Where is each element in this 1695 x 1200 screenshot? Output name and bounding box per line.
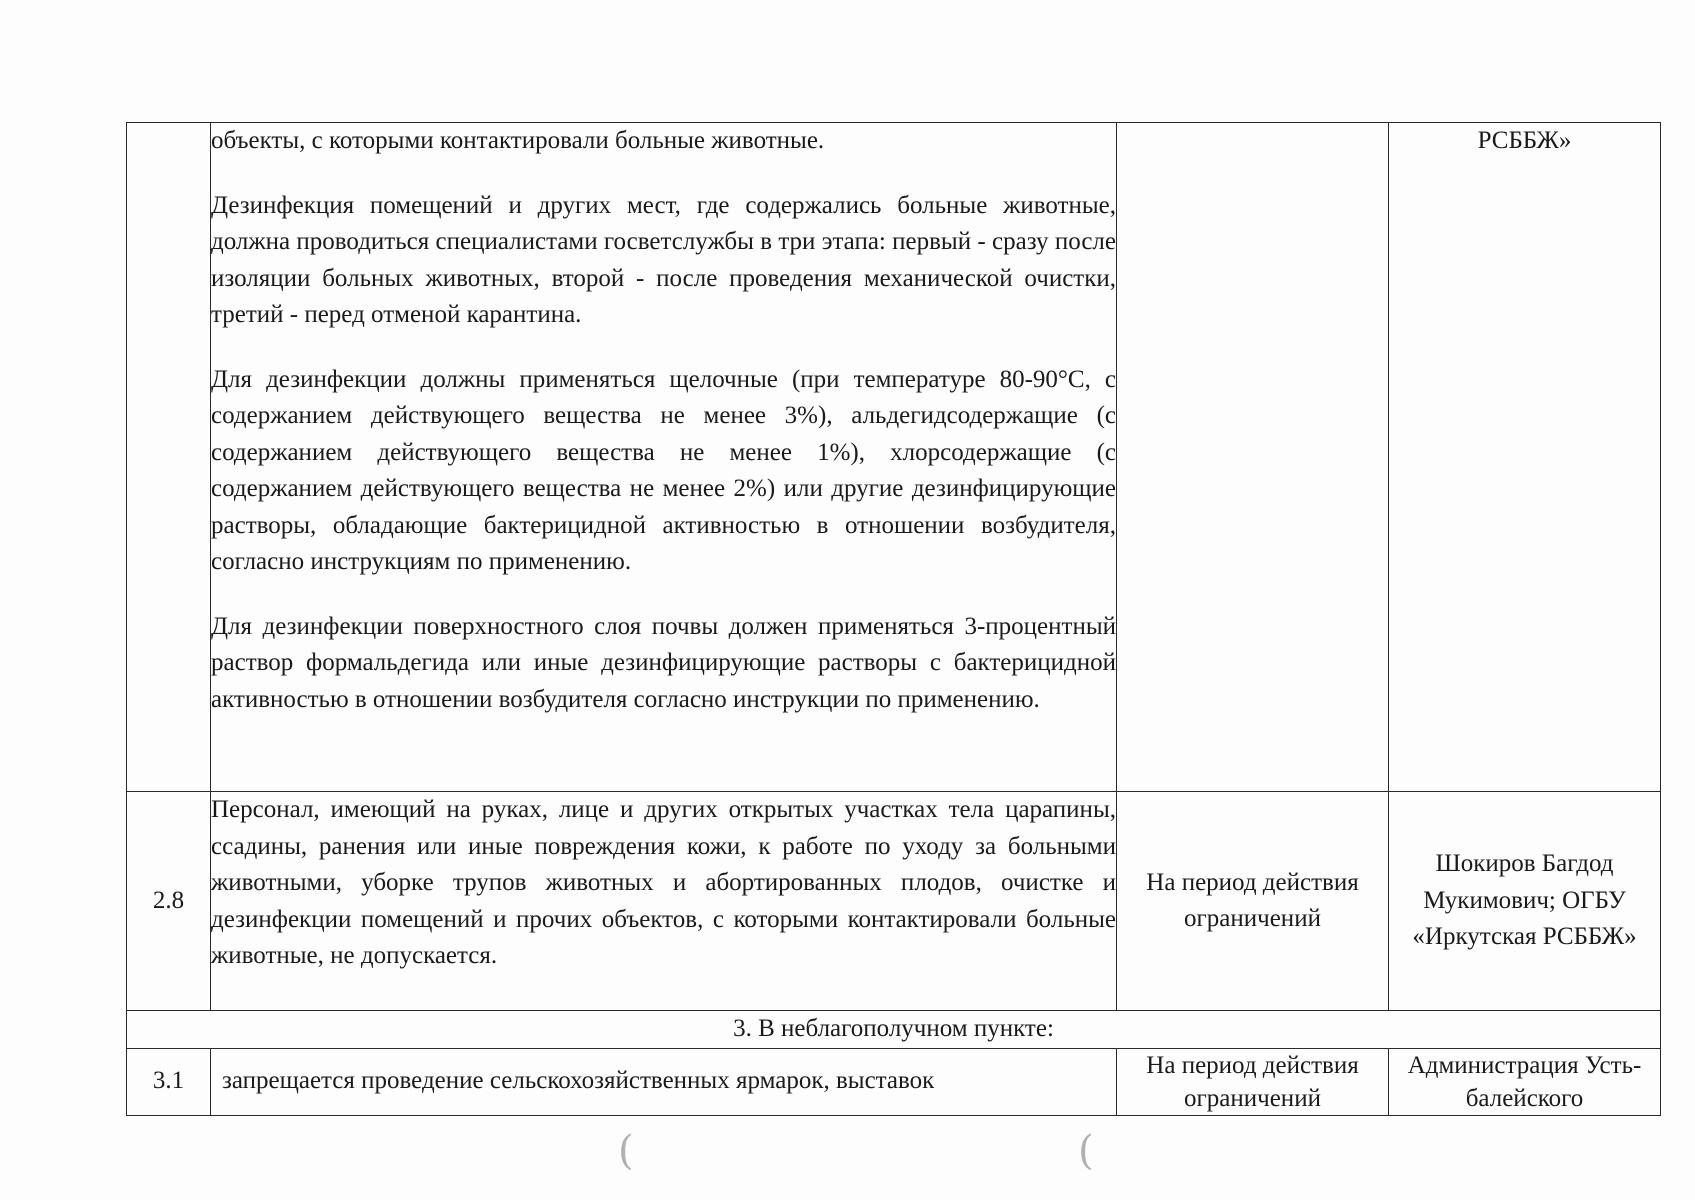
section-header-row <box>127 1011 1661 1049</box>
scan-mark-right: ( <box>1078 1128 1094 1174</box>
row-number-cell <box>127 123 211 792</box>
measure-text-cell <box>211 123 1117 792</box>
section-title: 3. В неблагополучном пункте: <box>127 1011 1661 1049</box>
responsible-cell: Шокиров Багдод Мукимович; ОГБУ «Иркутская РСББЖ» <box>1389 792 1661 1011</box>
period-cell <box>1117 123 1389 792</box>
measure-paragraph: объекты, с которыми контактировали больные животные. <box>211 127 825 154</box>
responsible-cell: Администрация Усть-балейского <box>1389 1048 1661 1115</box>
measure-paragraph: Для дезинфекции поверхностного слоя почвы должен применяться 3-процентный раствор формальдегида или иные дезинфицирующие растворы с бактерицидной активностью в отношении возбудителя согласно инструкции по применению. <box>211 612 1116 713</box>
measure-text-cell <box>211 1048 1117 1115</box>
measures-table <box>126 122 1661 1116</box>
measure-paragraph: Для дезинфекции должны применяться щелочные (при температуре 80-90°С, с содержанием действующего вещества не менее 3%), альдегидсодержащие (с содержанием действующего вещества не менее 1%), хлорсодержащие (с содержанием действующего вещества не менее 2%) или другие дезинфицирующие растворы, обладающие бактерицидной активностью в отношении возбудителя, согласно инструкциям по применению. <box>211 365 1116 575</box>
responsible-cell: РСББЖ» <box>1389 123 1661 792</box>
measure-text-cell <box>211 792 1117 1011</box>
measure-paragraph: Персонал, имеющий на руках, лице и других открытых участках тела царапины, ссадины, ранения или иные повреждения кожи, к работе по уходу за больными животными, уборке трупов животных и абортированных плодов, очистке и дезинфекции помещений и прочих объектов, с которыми контактировали больные животные, не допускается. <box>211 796 1116 969</box>
table-row-3-1 <box>127 1048 1661 1115</box>
table-row-continuation <box>127 123 1661 792</box>
period-cell: На период действия ограничений <box>1117 1048 1389 1115</box>
row-number-cell: 3.1 <box>127 1048 211 1115</box>
measure-paragraph: запрещается проведение сельскохозяйственных ярмарок, выставок <box>222 1067 935 1095</box>
table-row-2-8 <box>127 792 1661 1011</box>
period-cell: На период действия ограничений <box>1117 792 1389 1011</box>
scan-mark-left: ( <box>618 1128 634 1174</box>
row-number-cell: 2.8 <box>127 792 211 1011</box>
measure-paragraph: Дезинфекция помещений и других мест, где содержались больные животные, должна проводиться специалистами госветслужбы в три этапа: первый - сразу после изоляции больных животных, второй - после проведения механической очистки, третий - перед отменой карантина. <box>211 191 1116 328</box>
